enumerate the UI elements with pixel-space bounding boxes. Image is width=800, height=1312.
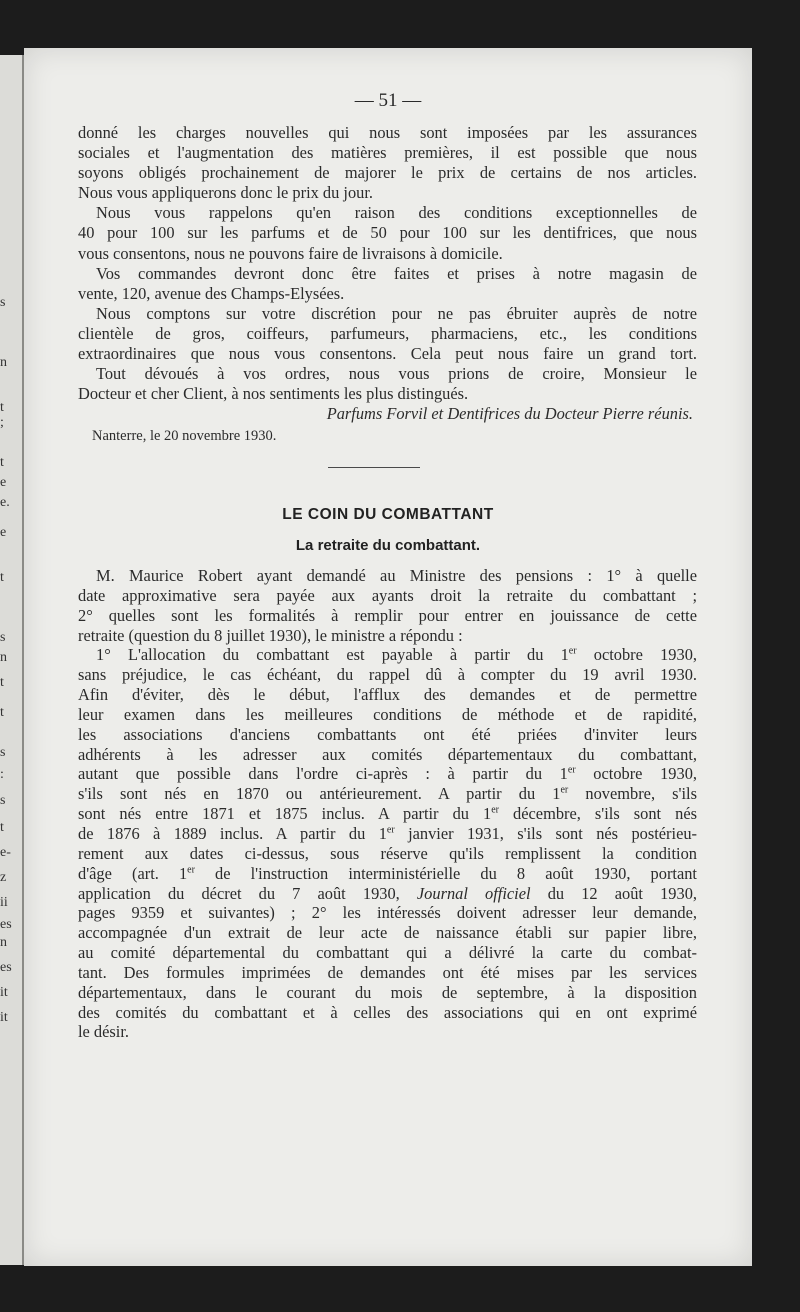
previous-page-fragment: t [0, 455, 4, 470]
letter-line: clientèle de gros, coiffeurs, parfumeurs, pharmaciens, etc., les conditions [78, 323, 697, 343]
previous-page-fragment: : [0, 767, 4, 782]
article-line: d'âge (art. 1er de l'instruction interministérielle du 8 août 1930, portant [78, 863, 697, 883]
previous-page-fragment: s [0, 630, 6, 645]
previous-page-fragment: t [0, 820, 4, 835]
page-number: — 51 — [354, 90, 422, 111]
letter-line: Tout dévoués à vos ordres, nous vous prions de croire, Monsieur le [96, 364, 697, 384]
previous-page-fragment: t [0, 675, 4, 690]
article-line: pages 9359 et suivantes) ; 2° les intéressés doivent adresser leur demande, [78, 903, 697, 923]
section-title: LE COIN DU COMBATTANT [282, 506, 494, 523]
letter-line: 40 pour 100 sur les parfums et de 50 pour 100 sur les dentifrices, que nous [78, 223, 697, 243]
previous-page-fragment: it [0, 985, 8, 1000]
article-line: leur examen dans les meilleures conditions de méthode et de rapidité, [78, 704, 697, 724]
article-line: sans préjudice, le cas échéant, du rappel dû à compter du 19 avril 1930. [78, 665, 697, 685]
article-line: au comité départemental du combattant qui a délivré la carte du combat- [78, 943, 697, 963]
article-line: 2° quelles sont les formalités à remplir pour entrer en jouissance de cette [78, 605, 697, 625]
previous-page-fragment: e- [0, 845, 11, 860]
letter-line: Nous vous appliquerons donc le prix du jour. [78, 183, 373, 203]
article-line: 1° L'allocation du combattant est payable à partir du 1er octobre 1930, [96, 645, 697, 665]
article-line: rement aux dates ci-dessus, sous réserve qu'ils remplissent la condition [78, 843, 697, 863]
date-line: Nanterre, le 20 novembre 1930. [92, 428, 277, 445]
article-line: autant que possible dans l'ordre ci-après : à partir du 1er octobre 1930, [78, 764, 697, 784]
previous-page-fragment: n [0, 355, 7, 370]
previous-page-fragment: z [0, 870, 7, 885]
previous-page-fragment: e [0, 525, 7, 540]
previous-page-fragment: s [0, 793, 6, 808]
previous-page-fragment: e [0, 475, 7, 490]
book-page [24, 48, 752, 1266]
letter-line: Vos commandes devront donc être faites et prises à notre magasin de [96, 263, 697, 283]
letter-line: donné les charges nouvelles qui nous sont imposées par les assurances [78, 123, 697, 142]
letter-line: vous consentons, nous ne pouvons faire de livraisons à domicile. [78, 243, 503, 263]
previous-page-fragment: e. [0, 495, 10, 510]
article-text [78, 566, 697, 1042]
letter-line: Nous vous rappelons qu'en raison des conditions exceptionnelles de [96, 203, 697, 223]
previous-page-fragment: es [0, 960, 12, 975]
article-line: application du décret du 7 août 1930, Journal officiel du 12 août 1930, [78, 883, 697, 903]
article-line: Afin d'éviter, dès le début, l'afflux des demandes et de permettre [78, 685, 697, 705]
previous-page-fragment: ii [0, 895, 8, 910]
previous-page-fragment: it [0, 1010, 8, 1025]
article-line: date approximative sera payée aux ayants droit la retraite du combattant ; [78, 585, 697, 605]
article-line: s'ils sont nés en 1870 ou antérieurement. A partir du 1er novembre, s'ils [78, 784, 697, 804]
section-subtitle: La retraite du combattant. [295, 537, 481, 554]
article-line: le désir. [78, 1022, 129, 1042]
article-line: départementaux, dans le courant du mois de septembre, à la disposition [78, 982, 697, 1002]
section-divider [328, 467, 420, 468]
letter-line: extraordinaires que nous vous consentons. Cela peut nous faire un grand tort. [78, 344, 697, 364]
previous-page-fragment: t [0, 400, 4, 415]
article-line: les associations d'anciens combattants ont été priées d'inviter leurs [78, 724, 697, 744]
article-line: adhérents à les adresser aux comités départementaux du combattant, [78, 744, 697, 764]
article-line: M. Maurice Robert ayant demandé au Ministre des pensions : 1° à quelle [96, 566, 697, 585]
article-line: des comités du combattant et à celles des associations qui en ont exprimé [78, 1002, 697, 1022]
previous-page-fragment: n [0, 935, 7, 950]
previous-page-fragment: t [0, 705, 4, 720]
article-line: sont nés entre 1871 et 1875 inclus. A partir du 1er décembre, s'ils sont nés [78, 804, 697, 824]
article-line: accompagnée d'un extrait de leur acte de naissance établi sur papier libre, [78, 923, 697, 943]
letter-line: vente, 120, avenue des Champs-Elysées. [78, 283, 345, 303]
previous-page-fragment: ; [0, 415, 4, 430]
previous-page-fragment: n [0, 650, 7, 665]
article-line: de 1876 à 1889 inclus. A partir du 1er janvier 1931, s'ils sont nés postérieu- [78, 823, 697, 843]
previous-page-fragment: s [0, 745, 6, 760]
letter-text [78, 123, 697, 447]
previous-page-edge [0, 55, 24, 1265]
letter-line: soyons obligés prochainement de majorer le prix de certains de nos articles. [78, 163, 697, 183]
previous-page-fragment: es [0, 917, 12, 932]
previous-page-fragment: t [0, 570, 4, 585]
previous-page-fragment: s [0, 295, 6, 310]
letter-line: sociales et l'augmentation des matières premières, il est possible que nous [78, 143, 697, 163]
letter-line: Docteur et cher Client, à nos sentiments les plus distingués. [78, 384, 469, 404]
article-line: retraite (question du 8 juillet 1930), le ministre a répondu : [78, 625, 463, 645]
signature: Parfums Forvil et Dentifrices du Docteur Pierre réunis. [326, 404, 693, 424]
letter-line: Nous comptons sur votre discrétion pour ne pas ébruiter auprès de notre [96, 303, 697, 323]
article-line: tant. Des formules imprimées de demandes ont été mises par les services [78, 962, 697, 982]
